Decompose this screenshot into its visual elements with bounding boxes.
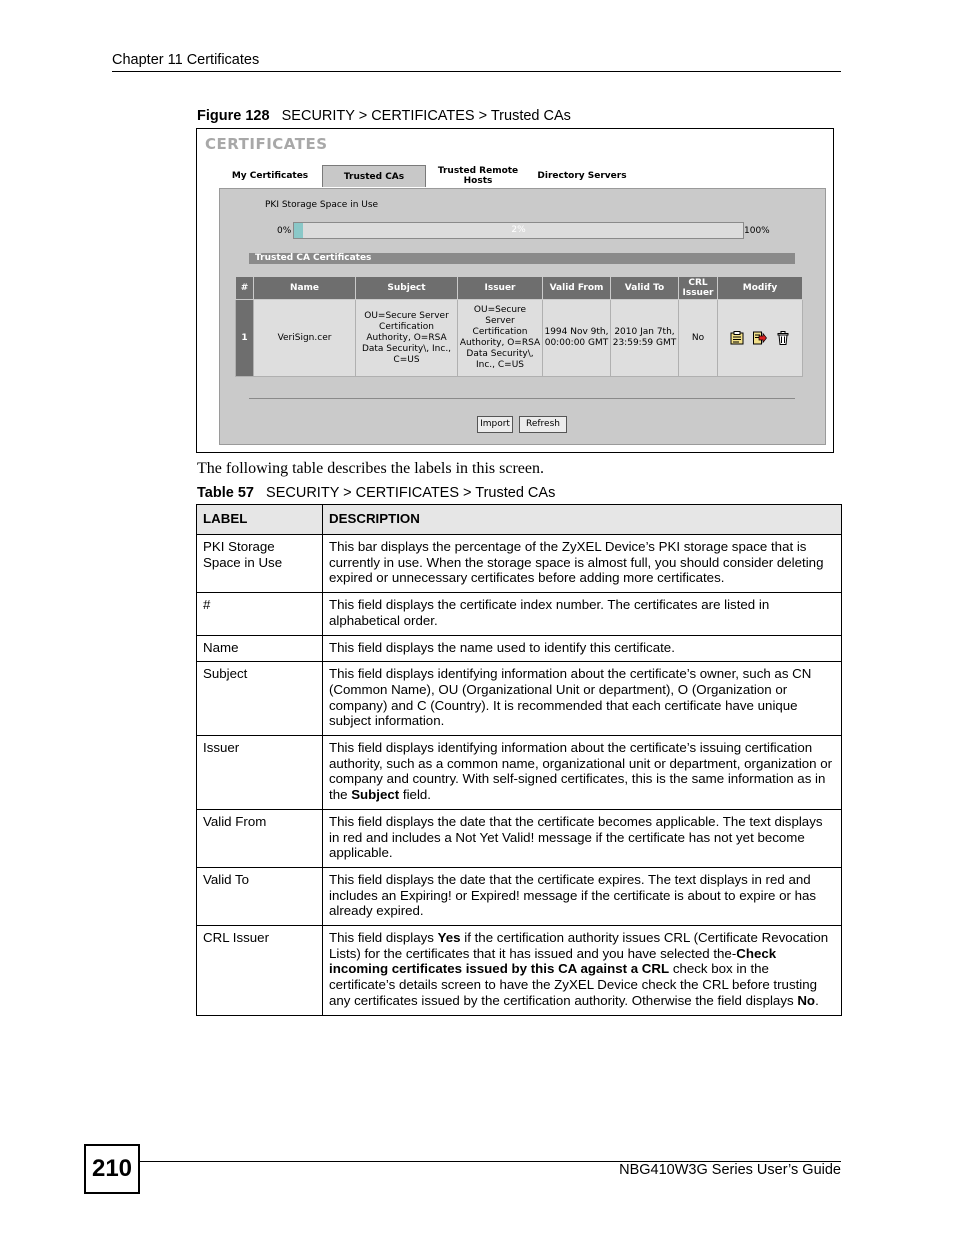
row-description [323,635,842,662]
screen-title: CERTIFICATES [205,135,328,153]
figure-title: SECURITY > CERTIFICATES > Trusted CAs [281,108,571,124]
table-row [197,809,842,867]
col-header: CRL Issuer [679,277,718,300]
cell-modify [718,300,803,377]
row-description [323,926,842,1016]
pki-used-text: 2% [511,225,526,235]
table-row [197,867,842,925]
col-header: Issuer [458,277,543,300]
intro-text: The following table describes the labels in this screen. [197,460,545,477]
row-label: # [197,593,323,635]
description-text: This field displays the date that the certificate expires. The text displays in red and includes an Expiring! or Expired! message if the certificate is about to expire or has already expired. [329,871,817,919]
description-text: This field displays identifying information about the certificate’s owner, such as CN (Common Name), OU (Organizational Unit or department), O (Organization or company) and C (Country). It is recommended that each certificate have unique subject information. [329,666,812,729]
tab-trusted-cas[interactable]: Trusted CAs [322,165,426,187]
description-text: check box in the certificate’s details screen to have the ZyXEL Device check the CRL before trusting any certificates issued by the certification authority. Otherwise the field displays [329,961,818,1008]
row-description [323,662,842,736]
bold-term: Yes [437,930,461,946]
pki-max-label: 100% [744,226,770,236]
table-caption [197,485,555,501]
row-label: CRL Issuer [197,926,323,1016]
description-text: This field displays the name used to identify this certificate. [329,639,675,655]
description-header: DESCRIPTION [323,505,842,535]
row-label: PKI Storage Space in Use [197,535,323,593]
export-icon[interactable] [753,331,767,345]
refresh-button[interactable]: Refresh [519,416,567,433]
table-row [197,926,842,1016]
tab-directory-servers[interactable]: Directory Servers [530,165,634,187]
cell-num: 1 [236,300,254,377]
description-text: field. [399,787,432,803]
row-label: Valid From [197,809,323,867]
section-title: Trusted CA Certificates [249,253,795,264]
row-description [323,535,842,593]
description-text: . [815,992,819,1008]
pki-min-label: 0% [277,226,292,236]
row-label: Subject [197,662,323,736]
row-description [323,867,842,925]
description-text: This field displays identifying information about the certificate’s issuing certification authority, such as a common name, organizational unit or department, organization or company and country. With self-signed certificates, this is the same information as in the [329,740,833,803]
cell-valid-from: 1994 Nov 9th, 00:00:00 GMT [543,300,611,377]
description-text: This field displays the date that the certificate becomes applicable. The text displays in red and includes a Not Yet Valid! message if the certificate has not yet become applicable. [329,813,823,861]
tab-trusted-remote-hosts[interactable]: Trusted Remote Hosts [427,165,529,187]
description-text: This bar displays the percentage of the ZyXEL Device’s PKI storage space that is currently in use. When the storage space is almost full, you should consider deleting expired or unnecessary certificates before adding more certificates. [329,539,824,586]
col-header: Valid From [543,277,611,300]
description-text: if the certification authority issues CRL (Certificate Revocation Lists) for the certificates that it has issued and you have selected the- [329,930,829,961]
pki-storage-label: PKI Storage Space in Use [265,200,379,210]
table-row [197,535,842,593]
table-row [236,300,803,377]
row-label: Valid To [197,867,323,925]
description-table [196,504,842,1016]
col-header: # [236,277,254,300]
row-description [323,736,842,810]
description-text: This field displays the certificate index number. The certificates are listed in alphabetical order. [329,597,770,628]
certificates-screenshot [196,128,834,453]
import-button[interactable]: Import [477,416,513,433]
col-header: Valid To [611,277,679,300]
table-row [197,635,842,662]
bold-term: No [797,992,816,1008]
table-row [197,593,842,635]
cell-issuer: OU=Secure Server Certification Authority, O=RSA Data Security\, Inc., C=US [458,300,543,377]
figure-label: Figure 128 [197,108,270,124]
col-header: Subject [356,277,458,300]
header-rule [112,71,841,72]
page-number: 210 [84,1144,140,1194]
trusted-cas-panel [219,188,826,445]
label-header: LABEL [197,505,323,535]
table-label: Table 57 [197,485,254,501]
certificate-table [235,276,803,377]
bold-term: Subject [351,787,400,803]
table-row [197,662,842,736]
pki-storage-bar [293,222,744,239]
col-header: Name [254,277,356,300]
col-header: Modify [718,277,803,300]
table-header-row [236,277,803,300]
details-icon[interactable] [730,331,744,345]
guide-title: NBG410W3G Series User’s Guide [619,1162,841,1178]
divider [249,398,795,399]
row-description [323,593,842,635]
chapter-header: Chapter 11 Certificates [112,52,260,68]
figure-caption [197,108,571,124]
tab-my-certificates[interactable]: My Certificates [219,165,321,187]
table-title: SECURITY > CERTIFICATES > Trusted CAs [266,485,556,501]
cell-valid-to: 2010 Jan 7th, 23:59:59 GMT [611,300,679,377]
cell-subject: OU=Secure Server Certification Authority, O=RSA Data Security\, Inc., C=US [356,300,458,377]
cell-name: VeriSign.cer [254,300,356,377]
row-label: Name [197,635,323,662]
row-label: Issuer [197,736,323,810]
table-row [197,736,842,810]
bold-term: Check incoming certificates issued by this CA against a CRL [329,945,777,977]
description-header-row [197,505,842,535]
cell-crl-issuer: No [679,300,718,377]
row-description [323,809,842,867]
delete-icon[interactable] [776,331,790,345]
description-text: This field displays [329,930,438,946]
